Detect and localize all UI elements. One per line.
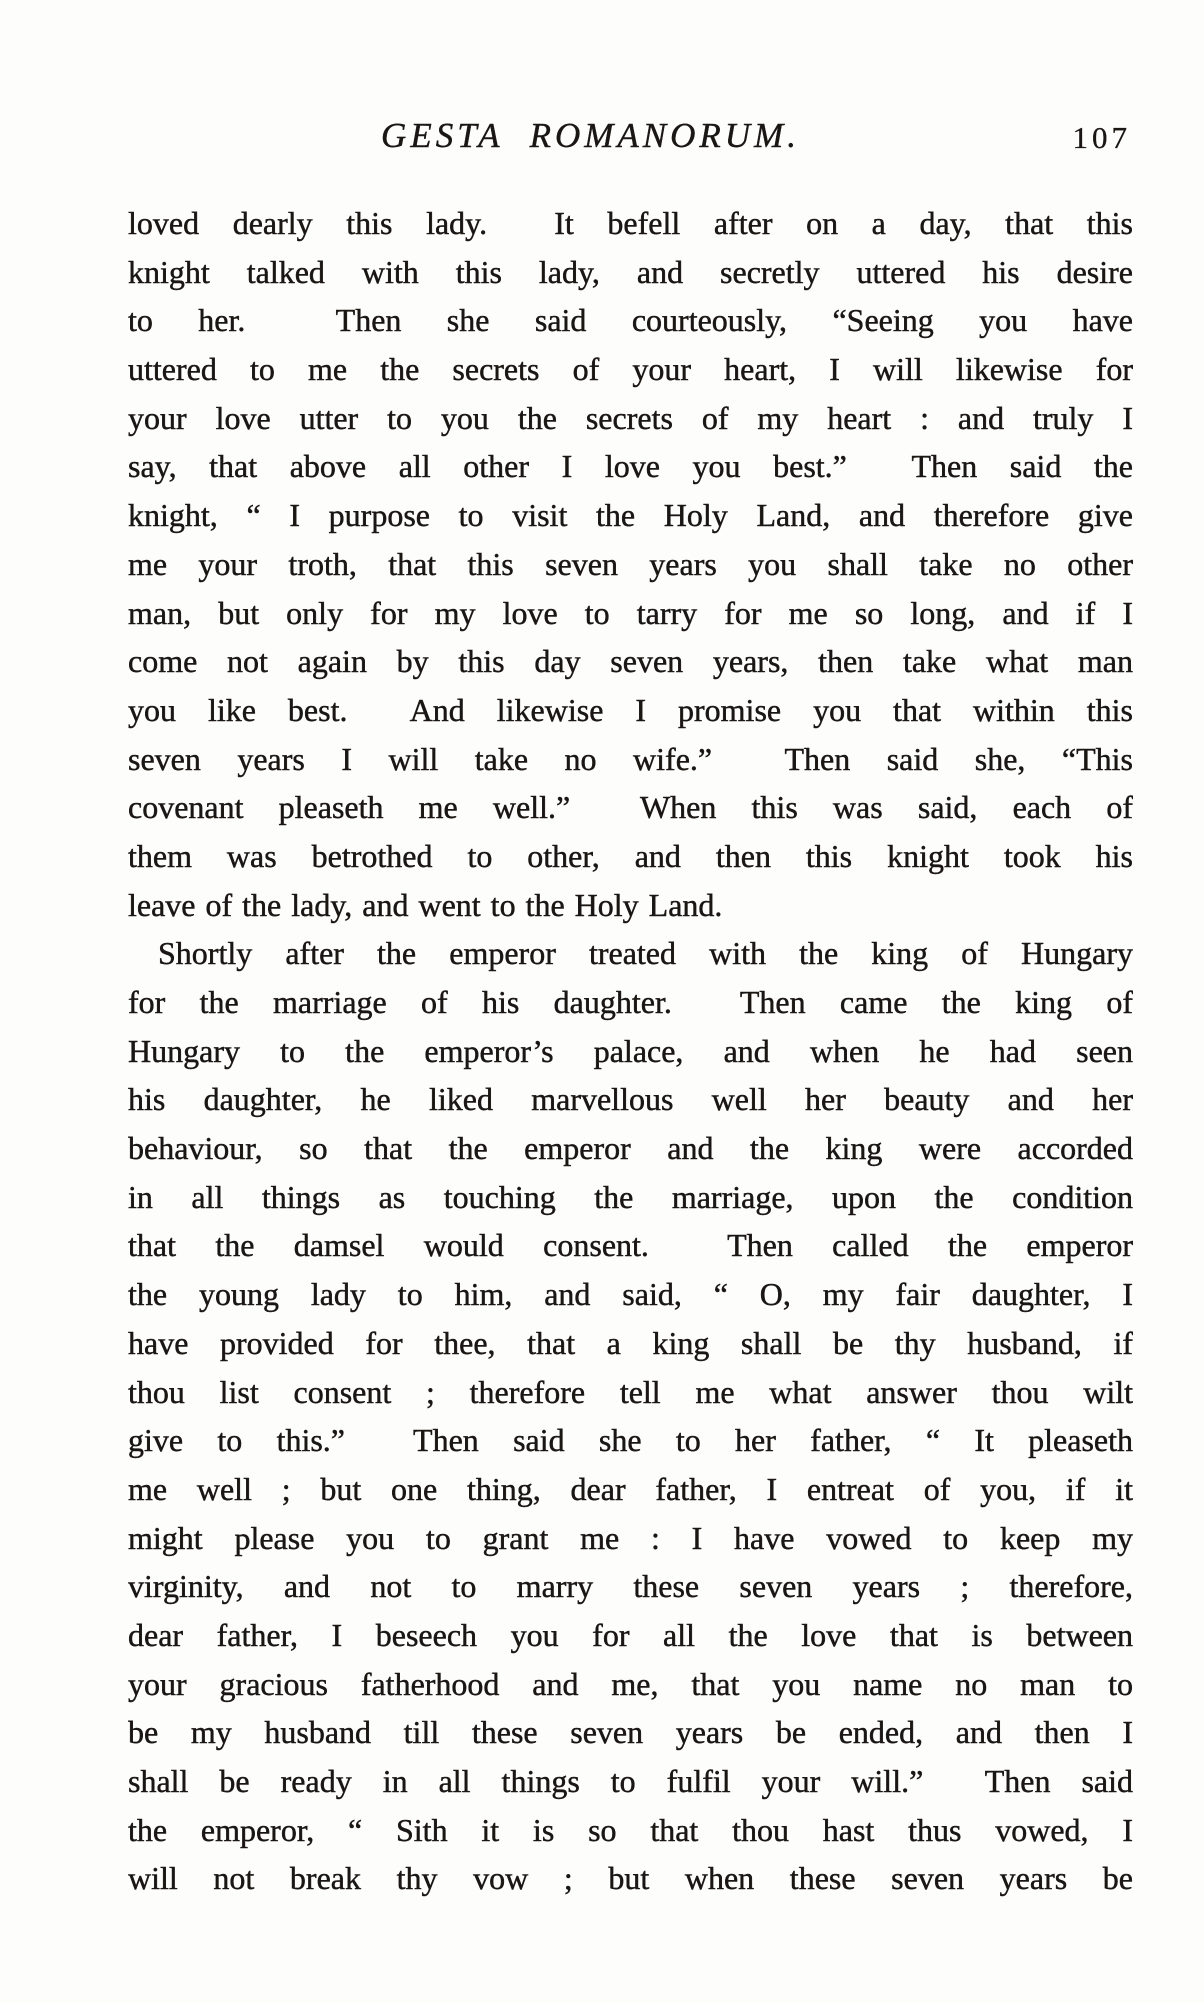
text-line: knight, “ I purpose to visit the Holy Land, and therefore give [128, 497, 1133, 534]
text-line: behaviour, so that the emperor and the king were accorded [128, 1130, 1133, 1167]
text-line: give to this.” Then said she to her father, “ It pleaseth [128, 1422, 1133, 1459]
text-line: might please you to grant me : I have vowed to keep my [128, 1519, 1133, 1556]
text-line: them was betrothed to other, and then this knight took his [128, 837, 1133, 874]
text-line: will not break thy vow ; but when these seven years be [128, 1860, 1133, 1897]
text-line: say, that above all other I love you best.” Then said the [128, 448, 1133, 485]
text-line: knight talked with this lady, and secretly uttered his desire [128, 253, 1133, 290]
text-line: leave of the lady, and went to the Holy Land. [128, 886, 723, 923]
text-line: the young lady to him, and said, “ O, my fair daughter, I [128, 1276, 1133, 1313]
text-line: Shortly after the emperor treated with the king of Hungary [158, 935, 1133, 972]
text-line: be my husband till these seven years be ended, and then I [128, 1714, 1133, 1751]
running-head [128, 116, 1133, 164]
text-line: uttered to me the secrets of your heart, I will likewise for [128, 351, 1133, 388]
text-line: your love utter to you the secrets of my heart : and truly I [128, 399, 1133, 436]
text-line: to her. Then she said courteously, “Seeing you have [128, 302, 1133, 339]
text-line: man, but only for my love to tarry for me so long, and if I [128, 594, 1133, 631]
text-line: me your troth, that this seven years you shall take no other [128, 545, 1133, 582]
text-line: have provided for thee, that a king shall be thy husband, if [128, 1324, 1133, 1361]
text-line: his daughter, he liked marvellous well her beauty and her [128, 1081, 1133, 1118]
text-line: come not again by this day seven years, then take what man [128, 643, 1133, 680]
text-line: shall be ready in all things to fulfil your will.” Then said [128, 1763, 1133, 1799]
text-line: virginity, and not to marry these seven years ; therefore, [128, 1568, 1133, 1605]
text-line: for the marriage of his daughter. Then came the king of [128, 984, 1133, 1020]
text-line: the emperor, “ Sith it is so that thou hast thus vowed, I [128, 1811, 1133, 1848]
running-header-title: GESTA ROMANORUM. [381, 116, 800, 155]
text-line: in all things as touching the marriage, upon the condition [128, 1178, 1133, 1215]
text-line: dear father, I beseech you for all the love that is between [128, 1616, 1133, 1653]
text-line: loved dearly this lady. It befell after on a day, that this [128, 205, 1133, 241]
text-line: you like best. And likewise I promise you that within this [128, 691, 1133, 728]
text-line: me well ; but one thing, dear father, I entreat of you, if it [128, 1470, 1133, 1507]
text-line: thou list consent ; therefore tell me what answer thou wilt [128, 1373, 1133, 1410]
page-number: 107 [1072, 120, 1131, 155]
text-line: that the damsel would consent. Then called the emperor [128, 1227, 1133, 1264]
body-text [128, 199, 1133, 1903]
text-line: Hungary to the emperor’s palace, and when he had seen [128, 1032, 1133, 1069]
text-line: seven years I will take no wife.” Then said she, “This [128, 740, 1133, 777]
text-line: your gracious fatherhood and me, that you name no man to [128, 1665, 1133, 1702]
text-line: covenant pleaseth me well.” When this was said, each of [128, 789, 1133, 826]
